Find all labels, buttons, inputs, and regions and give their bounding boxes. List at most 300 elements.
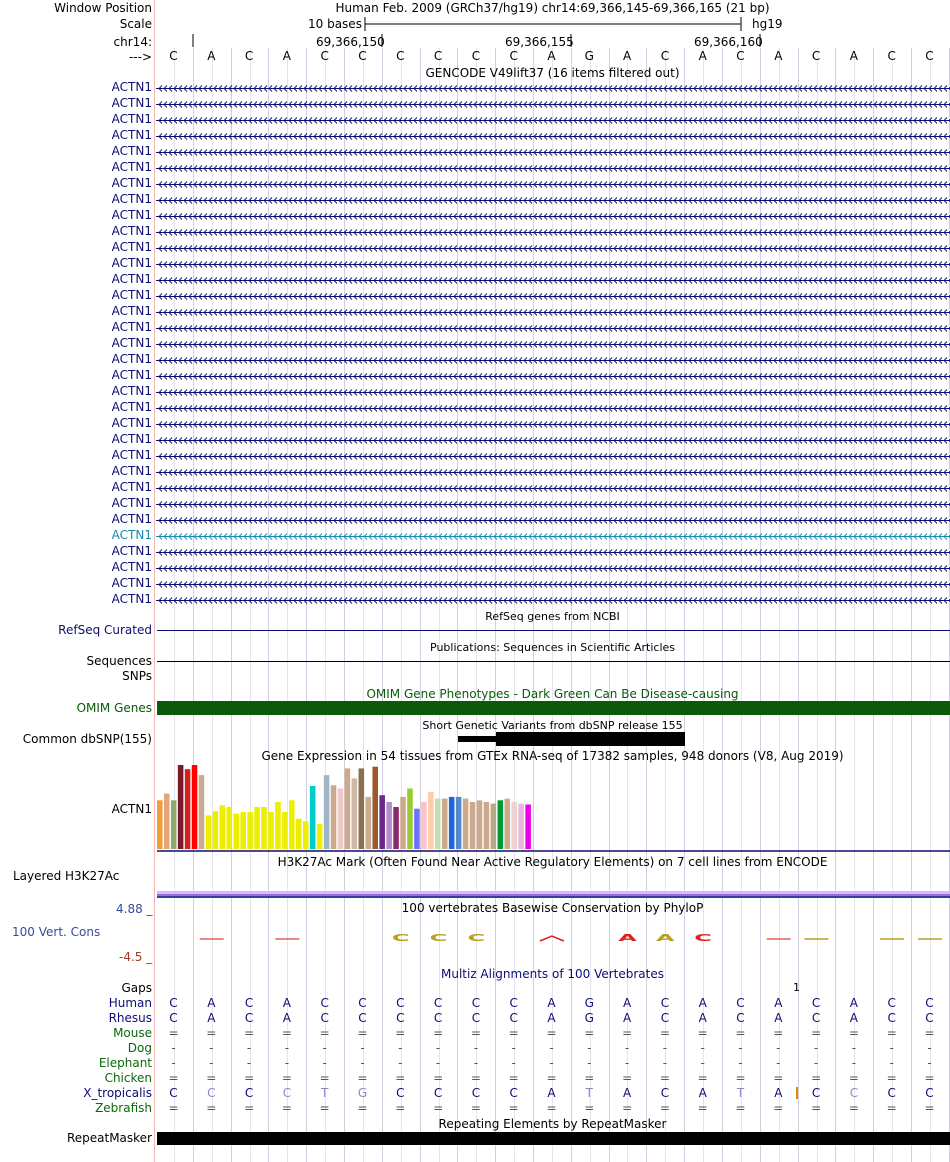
alignment-base: = [697, 1026, 708, 1040]
alignment-base: = [281, 1101, 292, 1115]
alignment-base: = [584, 1071, 595, 1085]
gtex-tissue-bar[interactable] [324, 775, 330, 849]
gtex-tissue-bar[interactable] [240, 812, 246, 849]
alignment-base: - [246, 1056, 252, 1070]
alignment-base: = [924, 1026, 935, 1040]
multiz-track-title: Multiz Alignments of 100 Vertebrates [440, 967, 665, 981]
alignment-base: - [435, 1041, 441, 1055]
alignment-base: A [698, 1011, 707, 1025]
alignment-base: = [433, 1026, 444, 1040]
gencode-transcript-line[interactable] [156, 288, 950, 304]
gencode-transcript-label[interactable]: ACTN1 [111, 576, 152, 590]
alignment-base: A [774, 1086, 783, 1100]
alignment-base: A [774, 1011, 783, 1025]
species-label[interactable]: Zebrafish [95, 1101, 152, 1115]
alignment-base: C [925, 996, 934, 1010]
gencode-transcript-line[interactable] [156, 80, 950, 96]
sequence-base: C [811, 49, 821, 63]
species-label[interactable]: Dog [127, 1041, 152, 1055]
cons-track-title: 100 vertebrates Basewise Conservation by PhyloP [401, 901, 704, 915]
dbsnp-thick-bar[interactable] [496, 732, 685, 746]
alignment-base: - [738, 1041, 743, 1055]
gtex-tissue-bar[interactable] [400, 797, 406, 849]
alignment-base: C [736, 996, 745, 1010]
gencode-transcript-line[interactable] [156, 240, 950, 256]
refseq-label[interactable]: RefSeq Curated [58, 623, 152, 637]
sequence-base: C [887, 49, 896, 63]
gencode-transcript-label[interactable]: ACTN1 [111, 320, 152, 334]
alignment-base: A [207, 1011, 216, 1025]
cons-min-label: -4.5 _ [119, 950, 153, 964]
gaps-label: Gaps [121, 981, 152, 995]
h3k27ac-signal[interactable] [157, 890, 950, 900]
dbsnp-thin-bar[interactable] [458, 736, 496, 742]
coord-label-1: 69,366,150 [316, 35, 385, 49]
alignment-base: T [736, 1086, 745, 1100]
alignment-base: - [360, 1056, 365, 1070]
alignment-base: C [509, 1086, 518, 1100]
window-position-label: Window Position [54, 1, 152, 15]
species-label[interactable]: Elephant [98, 1056, 152, 1070]
gtex-tissue-bar[interactable] [220, 805, 226, 849]
gencode-transcript-label[interactable]: ACTN1 [111, 80, 152, 94]
gtex-tissue-bar[interactable] [470, 802, 476, 849]
gtex-tissue-bar[interactable] [442, 799, 448, 849]
alignment-base: - [700, 1056, 705, 1070]
gtex-tissue-bar[interactable] [275, 802, 281, 849]
snps-label[interactable]: SNPs [122, 669, 152, 683]
alignment-base: - [738, 1056, 743, 1070]
alignment-base: = [622, 1026, 633, 1040]
alignment-base: C [660, 1011, 670, 1025]
alignment-base: = [886, 1071, 897, 1085]
gtex-tissue-bar[interactable] [407, 789, 413, 850]
gtex-tissue-bar[interactable] [289, 800, 295, 849]
gencode-transcript-label[interactable]: ACTN1 [111, 272, 152, 286]
alignment-base: G [584, 996, 594, 1010]
alignment-base: - [776, 1056, 781, 1070]
gencode-transcript-line[interactable] [156, 304, 950, 320]
sequence-base: C [358, 49, 367, 63]
gencode-transcript-line[interactable] [156, 256, 950, 272]
alignment-base: T [321, 1086, 329, 1100]
coord-ticks [155, 34, 950, 48]
dbsnp-track-title: Short Genetic Variants from dbSNP release 155 [422, 719, 683, 732]
assembly-title: Human Feb. 2009 (GRCh37/hg19) chr14:69,366,145-69,366,165 (21 bp) [335, 1, 770, 15]
omim-bar[interactable] [157, 701, 950, 715]
gencode-transcript-label[interactable]: ACTN1 [111, 224, 152, 238]
gencode-transcript-line[interactable] [156, 384, 950, 400]
gencode-transcript-line[interactable] [156, 560, 950, 576]
species-label[interactable]: Chicken [104, 1071, 152, 1085]
alignment-base: - [246, 1041, 252, 1055]
alignment-base: = [924, 1071, 935, 1085]
gencode-transcript-label[interactable]: ACTN1 [111, 560, 152, 574]
gtex-tissue-bar[interactable] [213, 811, 219, 849]
alignment-base: = [357, 1026, 368, 1040]
alignment-base: = [659, 1026, 670, 1040]
species-label[interactable]: X_tropicalis [83, 1086, 152, 1100]
omim-label[interactable]: OMIM Genes [76, 701, 152, 715]
gtex-tissue-bar[interactable] [296, 819, 302, 849]
alignment-base: - [360, 1041, 365, 1055]
gtex-tissue-bar[interactable] [185, 769, 191, 849]
alignment-base: - [662, 1041, 668, 1055]
gencode-transcript-line[interactable] [156, 192, 950, 208]
gencode-transcript-line[interactable] [156, 592, 950, 608]
gtex-tissue-bar[interactable] [164, 794, 170, 849]
alignment-base: - [813, 1041, 819, 1055]
cons-logo-letter: C [694, 932, 712, 944]
gencode-transcript-label[interactable]: ACTN1 [111, 448, 152, 462]
alignment-base: C [660, 996, 670, 1010]
gencode-transcript-line[interactable] [156, 320, 950, 336]
gencode-transcript-line[interactable] [156, 480, 950, 496]
gtex-tissue-bar[interactable] [338, 789, 344, 850]
alignment-base: = [622, 1071, 633, 1085]
gencode-transcript-label[interactable]: ACTN1 [111, 192, 152, 206]
gtex-tissue-bar[interactable] [310, 786, 316, 849]
alignment-base: C [925, 1086, 934, 1100]
scale-db: hg19 [752, 17, 783, 31]
alignment-base: A [547, 1011, 556, 1025]
gtex-tissue-bar[interactable] [505, 799, 511, 849]
alignment-base: - [889, 1056, 894, 1070]
alignment-base: C [282, 1086, 292, 1100]
gtex-bar-chart[interactable] [157, 764, 950, 854]
alignment-base: = [886, 1101, 897, 1115]
gtex-tissue-bar[interactable] [233, 814, 239, 849]
alignment-base: - [322, 1056, 327, 1070]
alignment-base: = [357, 1101, 368, 1115]
gencode-transcript-line[interactable] [156, 496, 950, 512]
alignment-base: = [206, 1026, 217, 1040]
alignment-base: - [284, 1056, 290, 1070]
alignment-base: C [169, 996, 178, 1010]
sequence-base: C [509, 49, 518, 63]
species-label[interactable]: Rhesus [108, 1011, 152, 1025]
gtex-tissue-bar[interactable] [317, 824, 323, 849]
gtex-tissue-bar[interactable] [171, 800, 177, 849]
gtex-tissue-bar[interactable] [456, 797, 462, 849]
h3k27ac-track-title: H3K27Ac Mark (Often Found Near Active Regulatory Elements) on 7 cell lines from ENCODE [277, 855, 828, 869]
alignment-base: C [358, 996, 367, 1010]
alignment-base: C [433, 1011, 443, 1025]
alignment-base: A [849, 1011, 858, 1025]
alignment-base: = [206, 1101, 217, 1115]
gtex-tissue-bar[interactable] [484, 802, 490, 849]
alignment-base: = [319, 1101, 330, 1115]
gencode-track-title: GENCODE V49lift37 (16 items filtered out) [425, 66, 680, 80]
alignment-base: - [776, 1041, 781, 1055]
gencode-transcript-line[interactable] [156, 400, 950, 416]
gtex-tissue-bar[interactable] [359, 768, 365, 849]
strand-label: ---> [128, 50, 152, 64]
gtex-label[interactable]: ACTN1 [111, 802, 152, 816]
gencode-transcript-line[interactable] [156, 512, 950, 528]
alignment-base: C [244, 1011, 254, 1025]
alignment-base: C [887, 1086, 896, 1100]
cons-label[interactable]: 100 Vert. Cons [12, 925, 101, 939]
gencode-transcript-line[interactable] [156, 96, 950, 112]
gtex-tissue-bar[interactable] [386, 802, 392, 849]
gencode-transcript-label[interactable]: ACTN1 [111, 512, 152, 526]
gencode-transcript-label[interactable]: ACTN1 [111, 368, 152, 382]
alignment-base: = [470, 1026, 481, 1040]
gap-mark: 1 [793, 981, 800, 994]
gtex-tissue-bar[interactable] [247, 812, 253, 849]
alignment-base: C [244, 1086, 254, 1100]
gencode-transcript-line[interactable] [156, 432, 950, 448]
gtex-tissue-bar[interactable] [414, 809, 420, 849]
publications-track-title: Publications: Sequences in Scientific Articles [430, 641, 675, 654]
gtex-tissue-bar[interactable] [303, 821, 309, 849]
gtex-tissue-bar[interactable] [331, 785, 337, 849]
alignment-base: = [433, 1071, 444, 1085]
alignment-base: = [659, 1071, 670, 1085]
gencode-transcript-line[interactable] [156, 352, 950, 368]
gencode-transcript-label[interactable]: ACTN1 [111, 288, 152, 302]
gtex-tissue-bar[interactable] [261, 807, 267, 849]
alignment-base: = [735, 1101, 746, 1115]
alignment-base: C [736, 1011, 745, 1025]
gencode-transcript-line[interactable] [156, 416, 950, 432]
gtex-tissue-bar[interactable] [192, 765, 198, 849]
gencode-transcript-label[interactable]: ACTN1 [111, 256, 152, 270]
gencode-transcript-label[interactable]: ACTN1 [111, 400, 152, 414]
alignment-base: C [207, 1086, 216, 1100]
alignment-base: A [774, 996, 783, 1010]
chrom-label: chr14: [113, 35, 152, 49]
alignment-base: - [511, 1056, 516, 1070]
gencode-transcript-label[interactable]: ACTN1 [111, 496, 152, 510]
gtex-tissue-bar[interactable] [435, 799, 441, 849]
alignment-base: = [395, 1101, 406, 1115]
gtex-tissue-bar[interactable] [199, 775, 205, 849]
alignment-base: = [622, 1101, 633, 1115]
gencode-transcript-label[interactable]: ACTN1 [111, 336, 152, 350]
gencode-transcript-label[interactable]: ACTN1 [111, 128, 152, 142]
alignment-base: - [209, 1056, 214, 1070]
gencode-transcript-label[interactable]: ACTN1 [111, 352, 152, 366]
alignment-base: = [773, 1101, 784, 1115]
gencode-transcript-line[interactable] [156, 144, 950, 160]
gtex-tissue-bar[interactable] [366, 797, 372, 849]
alignment-base: = [886, 1026, 897, 1040]
repeatmasker-bar[interactable] [157, 1132, 950, 1145]
coord-label-3: 69,366,160 [694, 35, 763, 49]
alignment-base: - [549, 1041, 554, 1055]
alignment-base: = [470, 1071, 481, 1085]
alignment-base: C [925, 1011, 934, 1025]
dbsnp-label[interactable]: Common dbSNP(155) [22, 732, 152, 746]
alignment-base: = [546, 1071, 557, 1085]
alignment-base: = [773, 1071, 784, 1085]
alignment-base: = [319, 1026, 330, 1040]
gencode-transcript-label[interactable]: ACTN1 [111, 112, 152, 126]
alignment-base: = [168, 1101, 179, 1115]
gencode-transcript-line[interactable] [156, 464, 950, 480]
repeatmasker-label[interactable]: RepeatMasker [66, 1131, 152, 1145]
sequence-base: C [396, 49, 405, 63]
gtex-tissue-bar[interactable] [463, 799, 469, 849]
gtex-tissue-bar[interactable] [449, 797, 455, 849]
sequence-base: G [584, 49, 594, 63]
gencode-transcript-label[interactable]: ACTN1 [111, 544, 152, 558]
alignment-base: = [811, 1026, 822, 1040]
alignment-base: C [887, 1011, 896, 1025]
gtex-tissue-bar[interactable] [498, 800, 504, 849]
gencode-transcript-label[interactable]: ACTN1 [111, 480, 152, 494]
gencode-transcript-label[interactable]: ACTN1 [111, 160, 152, 174]
sequence-base: A [547, 49, 556, 63]
gencode-transcript-label[interactable]: ACTN1 [111, 528, 152, 542]
gencode-transcript-line[interactable] [156, 368, 950, 384]
cons-logo-letter: A [656, 932, 675, 944]
gtex-tissue-bar[interactable] [157, 800, 163, 849]
sequence-base: A [698, 49, 707, 63]
gtex-tissue-bar[interactable] [206, 815, 212, 849]
cons-score-mark [540, 936, 564, 941]
alignment-base: = [811, 1071, 822, 1085]
gencode-transcript-label[interactable]: ACTN1 [111, 464, 152, 478]
alignment-base: G [584, 1011, 594, 1025]
publications-line[interactable] [157, 661, 950, 662]
alignment-base: C [811, 1086, 821, 1100]
alignment-base: = [395, 1071, 406, 1085]
gencode-transcript-label[interactable]: ACTN1 [111, 240, 152, 254]
alignment-base: = [244, 1071, 255, 1085]
alignment-base: = [848, 1026, 859, 1040]
alignment-base: = [584, 1026, 595, 1040]
alignment-base: C [471, 1011, 481, 1025]
alignment-base: A [282, 996, 291, 1010]
alignment-base: C [509, 996, 518, 1010]
gencode-transcript-line[interactable] [156, 160, 950, 176]
gencode-transcript-line[interactable] [156, 544, 950, 560]
gencode-transcript-line[interactable] [156, 128, 950, 144]
gtex-tissue-bar[interactable] [428, 792, 434, 849]
gtex-tissue-bar[interactable] [421, 802, 427, 849]
refseq-line[interactable] [157, 630, 950, 631]
gencode-transcript-line[interactable] [156, 336, 950, 352]
gencode-transcript-label[interactable]: ACTN1 [111, 592, 152, 606]
scale-bar [364, 16, 744, 32]
gencode-transcript-label[interactable]: ACTN1 [111, 144, 152, 158]
sequence-base: A [622, 49, 632, 63]
gencode-transcript-line[interactable] [156, 448, 950, 464]
alignment-base: C [169, 1086, 178, 1100]
alignment-base: A [622, 996, 632, 1010]
gtex-tissue-bar[interactable] [372, 767, 378, 849]
alignment-base: A [207, 996, 216, 1010]
alignment-base: = [395, 1026, 406, 1040]
alignment-base: = [924, 1101, 935, 1115]
sequence-base: C [169, 49, 178, 63]
alignment-base: - [927, 1041, 932, 1055]
gtex-tissue-bar[interactable] [477, 800, 483, 849]
sequence-base: A [774, 49, 783, 63]
gtex-tissue-bar[interactable] [178, 765, 184, 849]
gencode-transcript-line[interactable] [156, 224, 950, 240]
alignment-base: = [773, 1026, 784, 1040]
alignment-base: C [811, 1011, 821, 1025]
alignment-base: - [889, 1041, 894, 1055]
alignment-base: A [622, 1011, 632, 1025]
gencode-transcript-label[interactable]: ACTN1 [111, 208, 152, 222]
gencode-transcript-label[interactable]: ACTN1 [111, 416, 152, 430]
alignment-base: = [848, 1071, 859, 1085]
gencode-transcript-line[interactable] [156, 272, 950, 288]
alignment-base: = [697, 1101, 708, 1115]
species-label[interactable]: Human [108, 996, 152, 1010]
alignment-base: = [244, 1101, 255, 1115]
cons-logo[interactable] [155, 926, 950, 946]
sequence-base: C [433, 49, 443, 63]
alignment-base: = [584, 1101, 595, 1115]
gtex-tissue-bar[interactable] [227, 807, 233, 849]
alignment-base: C [509, 1011, 518, 1025]
gtex-tissue-bar[interactable] [379, 795, 385, 849]
alignment-base: T [585, 1086, 593, 1100]
alignment-base: G [357, 1086, 368, 1100]
sidebar-divider [154, 0, 155, 1162]
alignment-base: = [659, 1101, 670, 1115]
alignment-base: = [244, 1026, 255, 1040]
alignment-base: = [470, 1101, 481, 1115]
alignment-base: = [168, 1026, 179, 1040]
alignment-base: = [546, 1026, 557, 1040]
species-label[interactable]: Mouse [113, 1026, 152, 1040]
alignment-base: - [398, 1041, 403, 1055]
alignment-base: = [697, 1071, 708, 1085]
alignment-base: = [848, 1101, 859, 1115]
gtex-tissue-bar[interactable] [268, 812, 274, 849]
gtex-tissue-bar[interactable] [352, 778, 358, 849]
gencode-transcript-label[interactable]: ACTN1 [111, 304, 152, 318]
alignment-base: C [887, 996, 896, 1010]
gencode-transcript-line[interactable] [156, 112, 950, 128]
gtex-tissue-bar[interactable] [393, 807, 399, 849]
gtex-tissue-bar[interactable] [254, 807, 260, 849]
publications-label[interactable]: Sequences [86, 654, 152, 668]
gencode-transcript-label[interactable]: ACTN1 [111, 384, 152, 398]
gencode-transcript-line[interactable] [156, 576, 950, 592]
gencode-transcript-label[interactable]: ACTN1 [111, 176, 152, 190]
alignment-base: - [851, 1056, 857, 1070]
coord-label-2: 69,366,155 [505, 35, 574, 49]
sequence-base: C [320, 49, 329, 63]
sequence-base: A [282, 49, 291, 63]
cons-logo-letter: A [618, 932, 637, 944]
alignment-base: - [284, 1041, 290, 1055]
gtex-tissue-bar[interactable] [282, 812, 288, 849]
gencode-transcript-label[interactable]: ACTN1 [111, 96, 152, 110]
gencode-transcript-label[interactable]: ACTN1 [111, 432, 152, 446]
gtex-tissue-bar[interactable] [511, 802, 517, 849]
gencode-transcript-line[interactable] [156, 176, 950, 192]
alignment-base: = [546, 1101, 557, 1115]
gencode-transcript-line[interactable] [156, 528, 950, 544]
gtex-tissue-bar[interactable] [491, 804, 497, 849]
gencode-transcript-line[interactable] [156, 208, 950, 224]
gtex-tissue-bar[interactable] [345, 768, 351, 849]
gtex-tissue-bar[interactable] [525, 805, 531, 850]
alignment-base: A [849, 996, 858, 1010]
alignment-base: C [471, 1086, 481, 1100]
gtex-tissue-bar[interactable] [518, 804, 524, 849]
h3k27ac-label[interactable]: Layered H3K27Ac [13, 869, 120, 883]
